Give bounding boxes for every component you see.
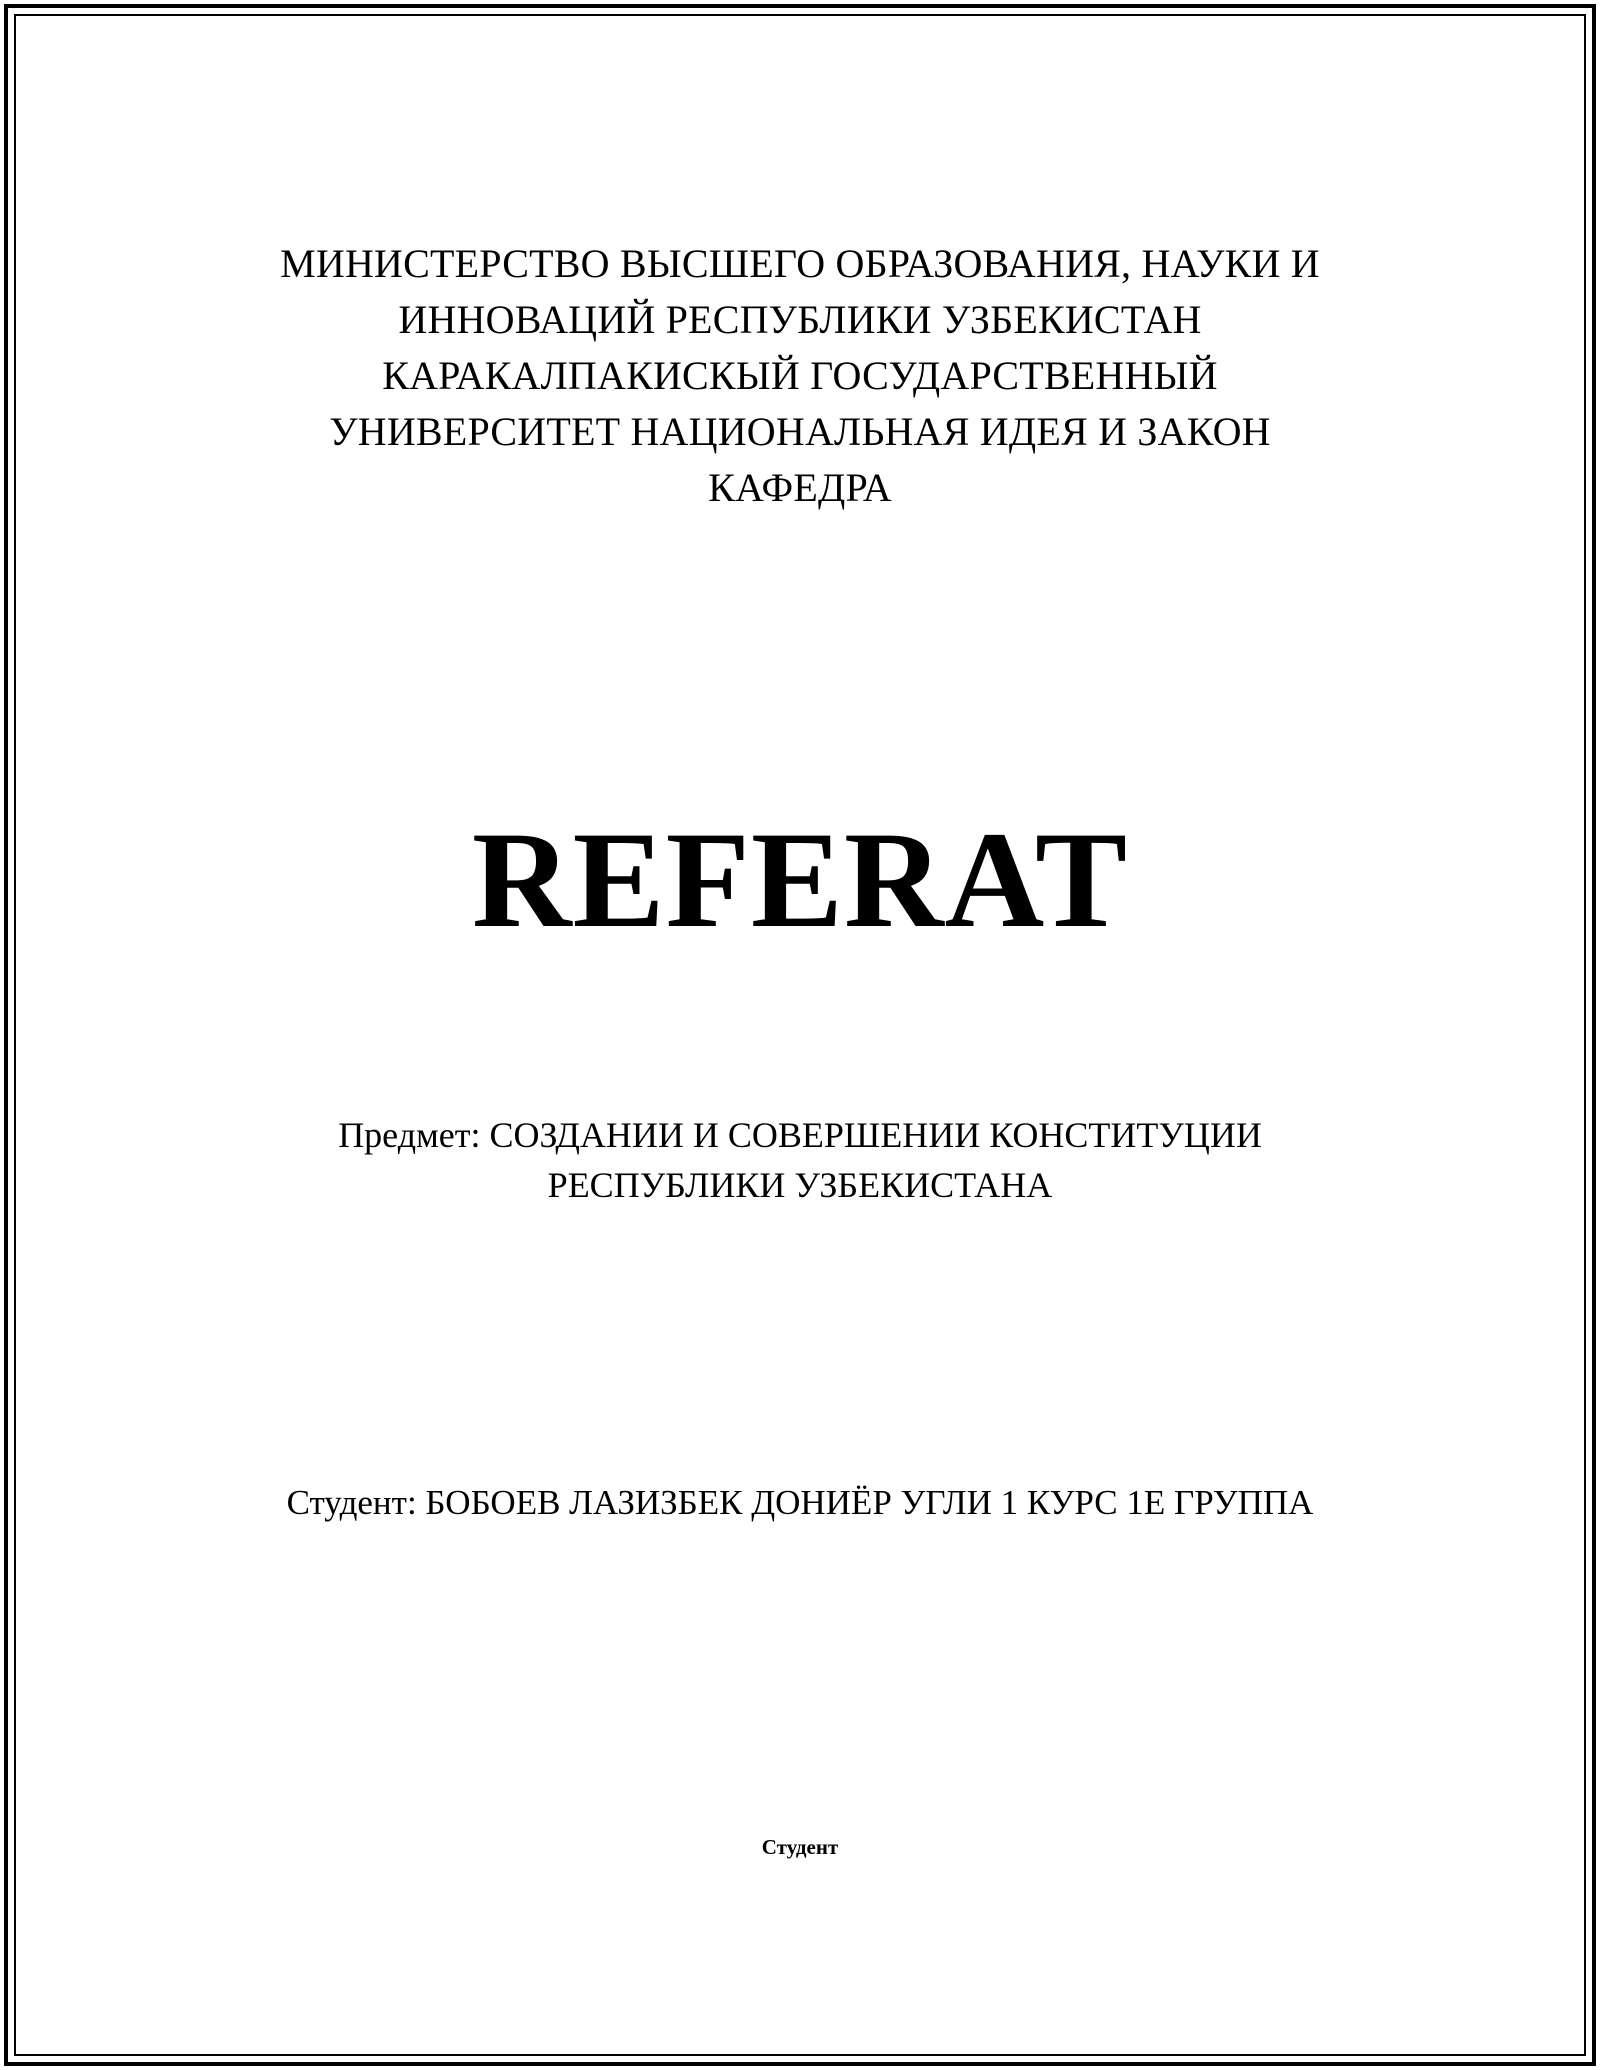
subject-line: Предмет: СОЗДАНИИ И СОВЕРШЕНИИ КОНСТИТУЦИИ	[338, 1115, 1262, 1155]
document-title: REFERAT	[471, 803, 1129, 956]
header-line: МИНИСТЕРСТВО ВЫСШЕГО ОБРАЗОВАНИЯ, НАУКИ И	[280, 241, 1320, 286]
header-line: ИННОВАЦИЙ РЕСПУБЛИКИ УЗБЕКИСТАН	[398, 297, 1202, 342]
subject-block	[0, 1110, 1600, 1210]
header-line: УНИВЕРСИТЕТ НАЦИОНАЛЬНАЯ ИДЕЯ И ЗАКОН	[329, 409, 1271, 454]
student-info: Студент: БОБОЕВ ЛАЗИЗБЕК ДОНИЁР УГЛИ 1 КУРС 1Е ГРУППА	[286, 1483, 1314, 1522]
institution-header	[0, 236, 1600, 516]
subject-line: РЕСПУБЛИКИ УЗБЕКИСТАНА	[547, 1165, 1053, 1205]
footer-label: Студент	[761, 1835, 839, 1859]
header-line: КАФЕДРА	[708, 465, 892, 510]
header-line: КАРАКАЛПАКИСКЫЙ ГОСУДАРСТВЕННЫЙ	[382, 353, 1218, 398]
